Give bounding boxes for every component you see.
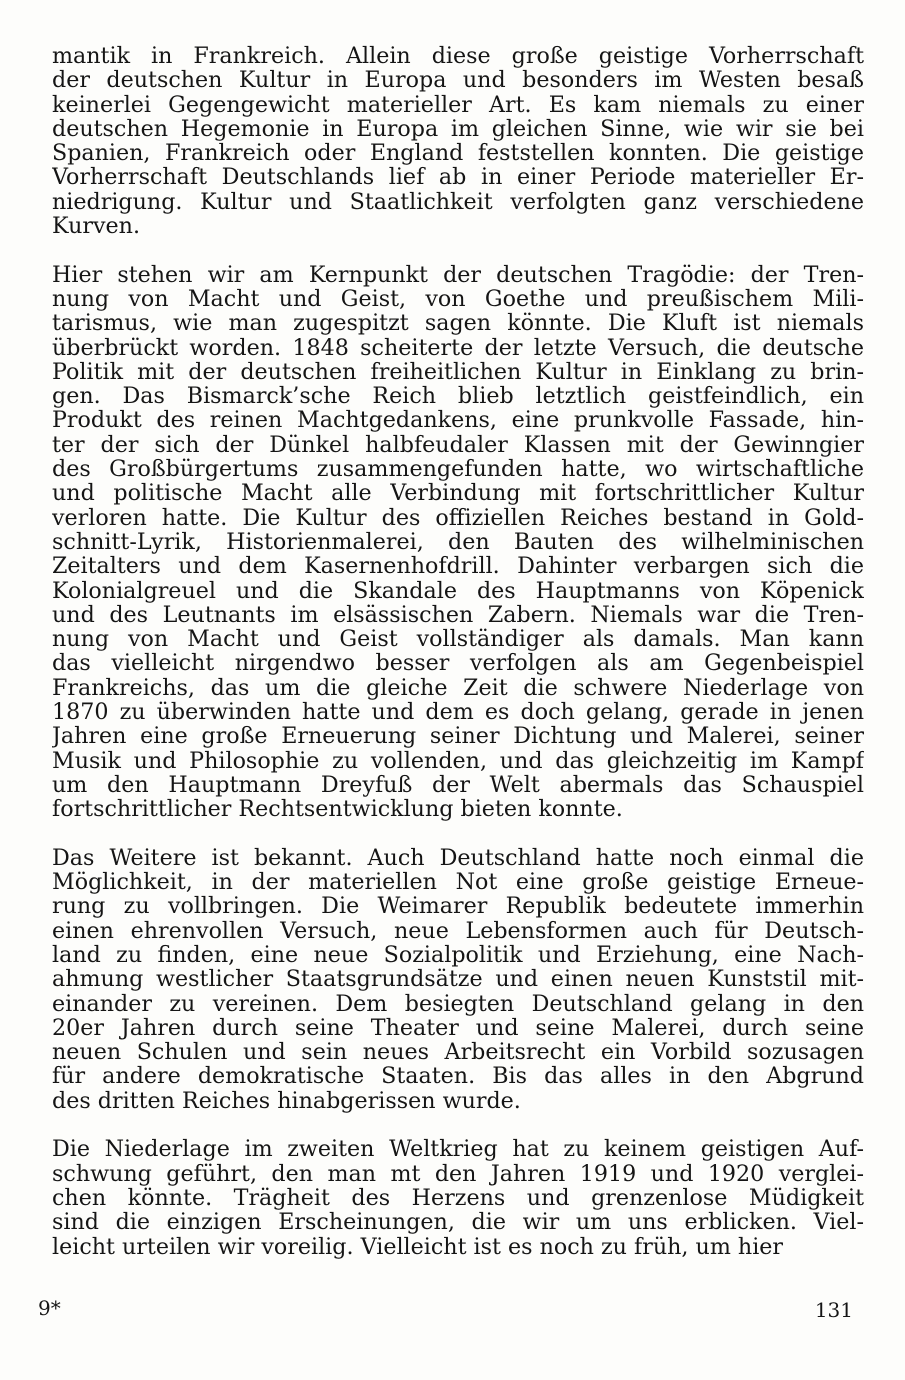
text-line: chen könnte. Trägheit des Herzens und grenzenlose Müdigkeit [52,1185,864,1211]
paragraph [52,44,864,238]
text-line: für andere demokratische Staaten. Bis das alles in den Abgrund [52,1064,864,1089]
text-line: keinerlei Gegengewicht materieller Art. Es kam niemals zu einer [52,92,864,117]
text-line: Die Niederlage im zweiten Weltkrieg hat zu keinem geistigen Auf- [52,1137,864,1162]
text-line: rung zu vollbringen. Die Weimarer Republik bedeutete immerhin [52,894,864,919]
text-line: neuen Schulen und sein neues Arbeitsrecht ein Vorbild sozusagen [52,1040,864,1065]
text-line: niedrigung. Kultur und Staatlichkeit verfolgten ganz verschiedene [52,189,864,215]
text-line: 20er Jahren durch seine Theater und seine Malerei, durch seine [52,1015,864,1041]
text-line: ahmung westlicher Staatsgrundsätze und einen neuen Kunststil mit- [52,967,864,992]
text-line: schwung geführt, den man mt den Jahren 1919 und 1920 verglei- [52,1161,864,1186]
text-line: Kolonialgreuel und die Skandale des Hauptmanns von Köpenick [52,578,864,603]
text-line: Das Weitere ist bekannt. Auch Deutschland hatte noch einmal die [52,845,864,871]
text-line: Musik und Philosophie zu vollenden, und das gleichzeitig im Kampf [52,748,864,773]
text-line: der deutschen Kultur in Europa und besonders im Westen besaß [52,68,864,93]
text-line: einen ehrenvollen Versuch, neue Lebensformen auch für Deutsch- [52,918,864,943]
text-line: deutschen Hegemonie in Europa im gleichen Sinne, wie wir sie bei [52,116,864,142]
text-line: und des Leutnants im elsässischen Zabern. Niemals war die Tren- [52,602,864,628]
text-line: überbrückt worden. 1848 scheiterte der letzte Versuch, die deutsche [52,335,864,360]
text-line: nung von Macht und Geist vollständiger als damals. Man kann [52,627,864,652]
body-text [52,44,864,1283]
page-number: 131 [814,1298,853,1322]
text-line: Jahren eine große Erneuerung seiner Dichtung und Malerei, seiner [52,724,864,749]
text-line: um den Hauptmann Dreyfuß der Welt abermals das Schauspiel [52,772,864,798]
text-line: des dritten Reiches hinabgerissen wurde. [52,1088,521,1114]
signature-mark: 9* [38,1296,61,1320]
paragraph [52,1137,864,1258]
text-line: schnitt-Lyrik, Historienmalerei, den Bauten des wilhelminischen [52,529,864,555]
text-line: 1870 zu überwinden hatte und dem es doch gelang, gerade in jenen [52,700,864,725]
text-line: Hier stehen wir am Kernpunkt der deutschen Tragödie: der Tren- [52,262,864,287]
text-line: Politik mit der deutschen freiheitlichen Kultur in Einklang zu brin- [52,359,864,385]
text-line: ter der sich der Dünkel halbfeudaler Klassen mit der Gewinngier [52,432,864,458]
text-line: Kurven. [52,214,140,239]
text-line: Produkt des reinen Machtgedankens, eine prunkvolle Fassade, hin- [52,408,864,433]
text-line: land zu finden, eine neue Sozialpolitik und Erziehung, eine Nach- [52,942,864,968]
text-line: fortschrittlicher Rechtsentwicklung bieten konnte. [52,797,623,822]
text-line: nung von Macht und Geist, von Goethe und preußischem Mili- [52,286,864,312]
paragraph [52,846,864,1113]
text-line: das vielleicht nirgendwo besser verfolgen als am Gegenbeispiel [52,651,864,676]
text-line: des Großbürgertums zusammengefunden hatte, wo wirtschaftliche [52,457,864,482]
paragraph [52,263,864,822]
text-line: verloren hatte. Die Kultur des offiziellen Reiches bestand in Gold- [52,505,864,530]
text-line: Frankreichs, das um die gleiche Zeit die schwere Niederlage von [52,675,864,701]
text-line: sind die einzigen Erscheinungen, die wir um uns erblicken. Viel- [52,1210,864,1235]
text-line: und politische Macht alle Verbindung mit fortschrittlicher Kultur [52,481,864,506]
text-line: gen. Das Bismarck’sche Reich blieb letztlich geistfeindlich, ein [52,384,864,409]
text-line: Möglichkeit, in der materiellen Not eine große geistige Erneue- [52,870,864,895]
text-line: mantik in Frankreich. Allein diese große geistige Vorherrschaft [52,44,864,69]
text-line: leicht urteilen wir voreilig. Vielleicht ist es noch zu früh, um hier [52,1234,784,1259]
text-line: einander zu vereinen. Dem besiegten Deutschland gelang in den [52,991,864,1016]
text-line: tarismus, wie man zugespitzt sagen könnte. Die Kluft ist niemals [52,311,864,336]
text-line: Vorherrschaft Deutschlands lief ab in einer Periode materieller Er- [52,165,864,190]
text-line: Zeitalters und dem Kasernenhofdrill. Dahinter verbargen sich die [52,554,864,579]
text-line: Spanien, Frankreich oder England feststellen konnten. Die geistige [52,141,864,166]
